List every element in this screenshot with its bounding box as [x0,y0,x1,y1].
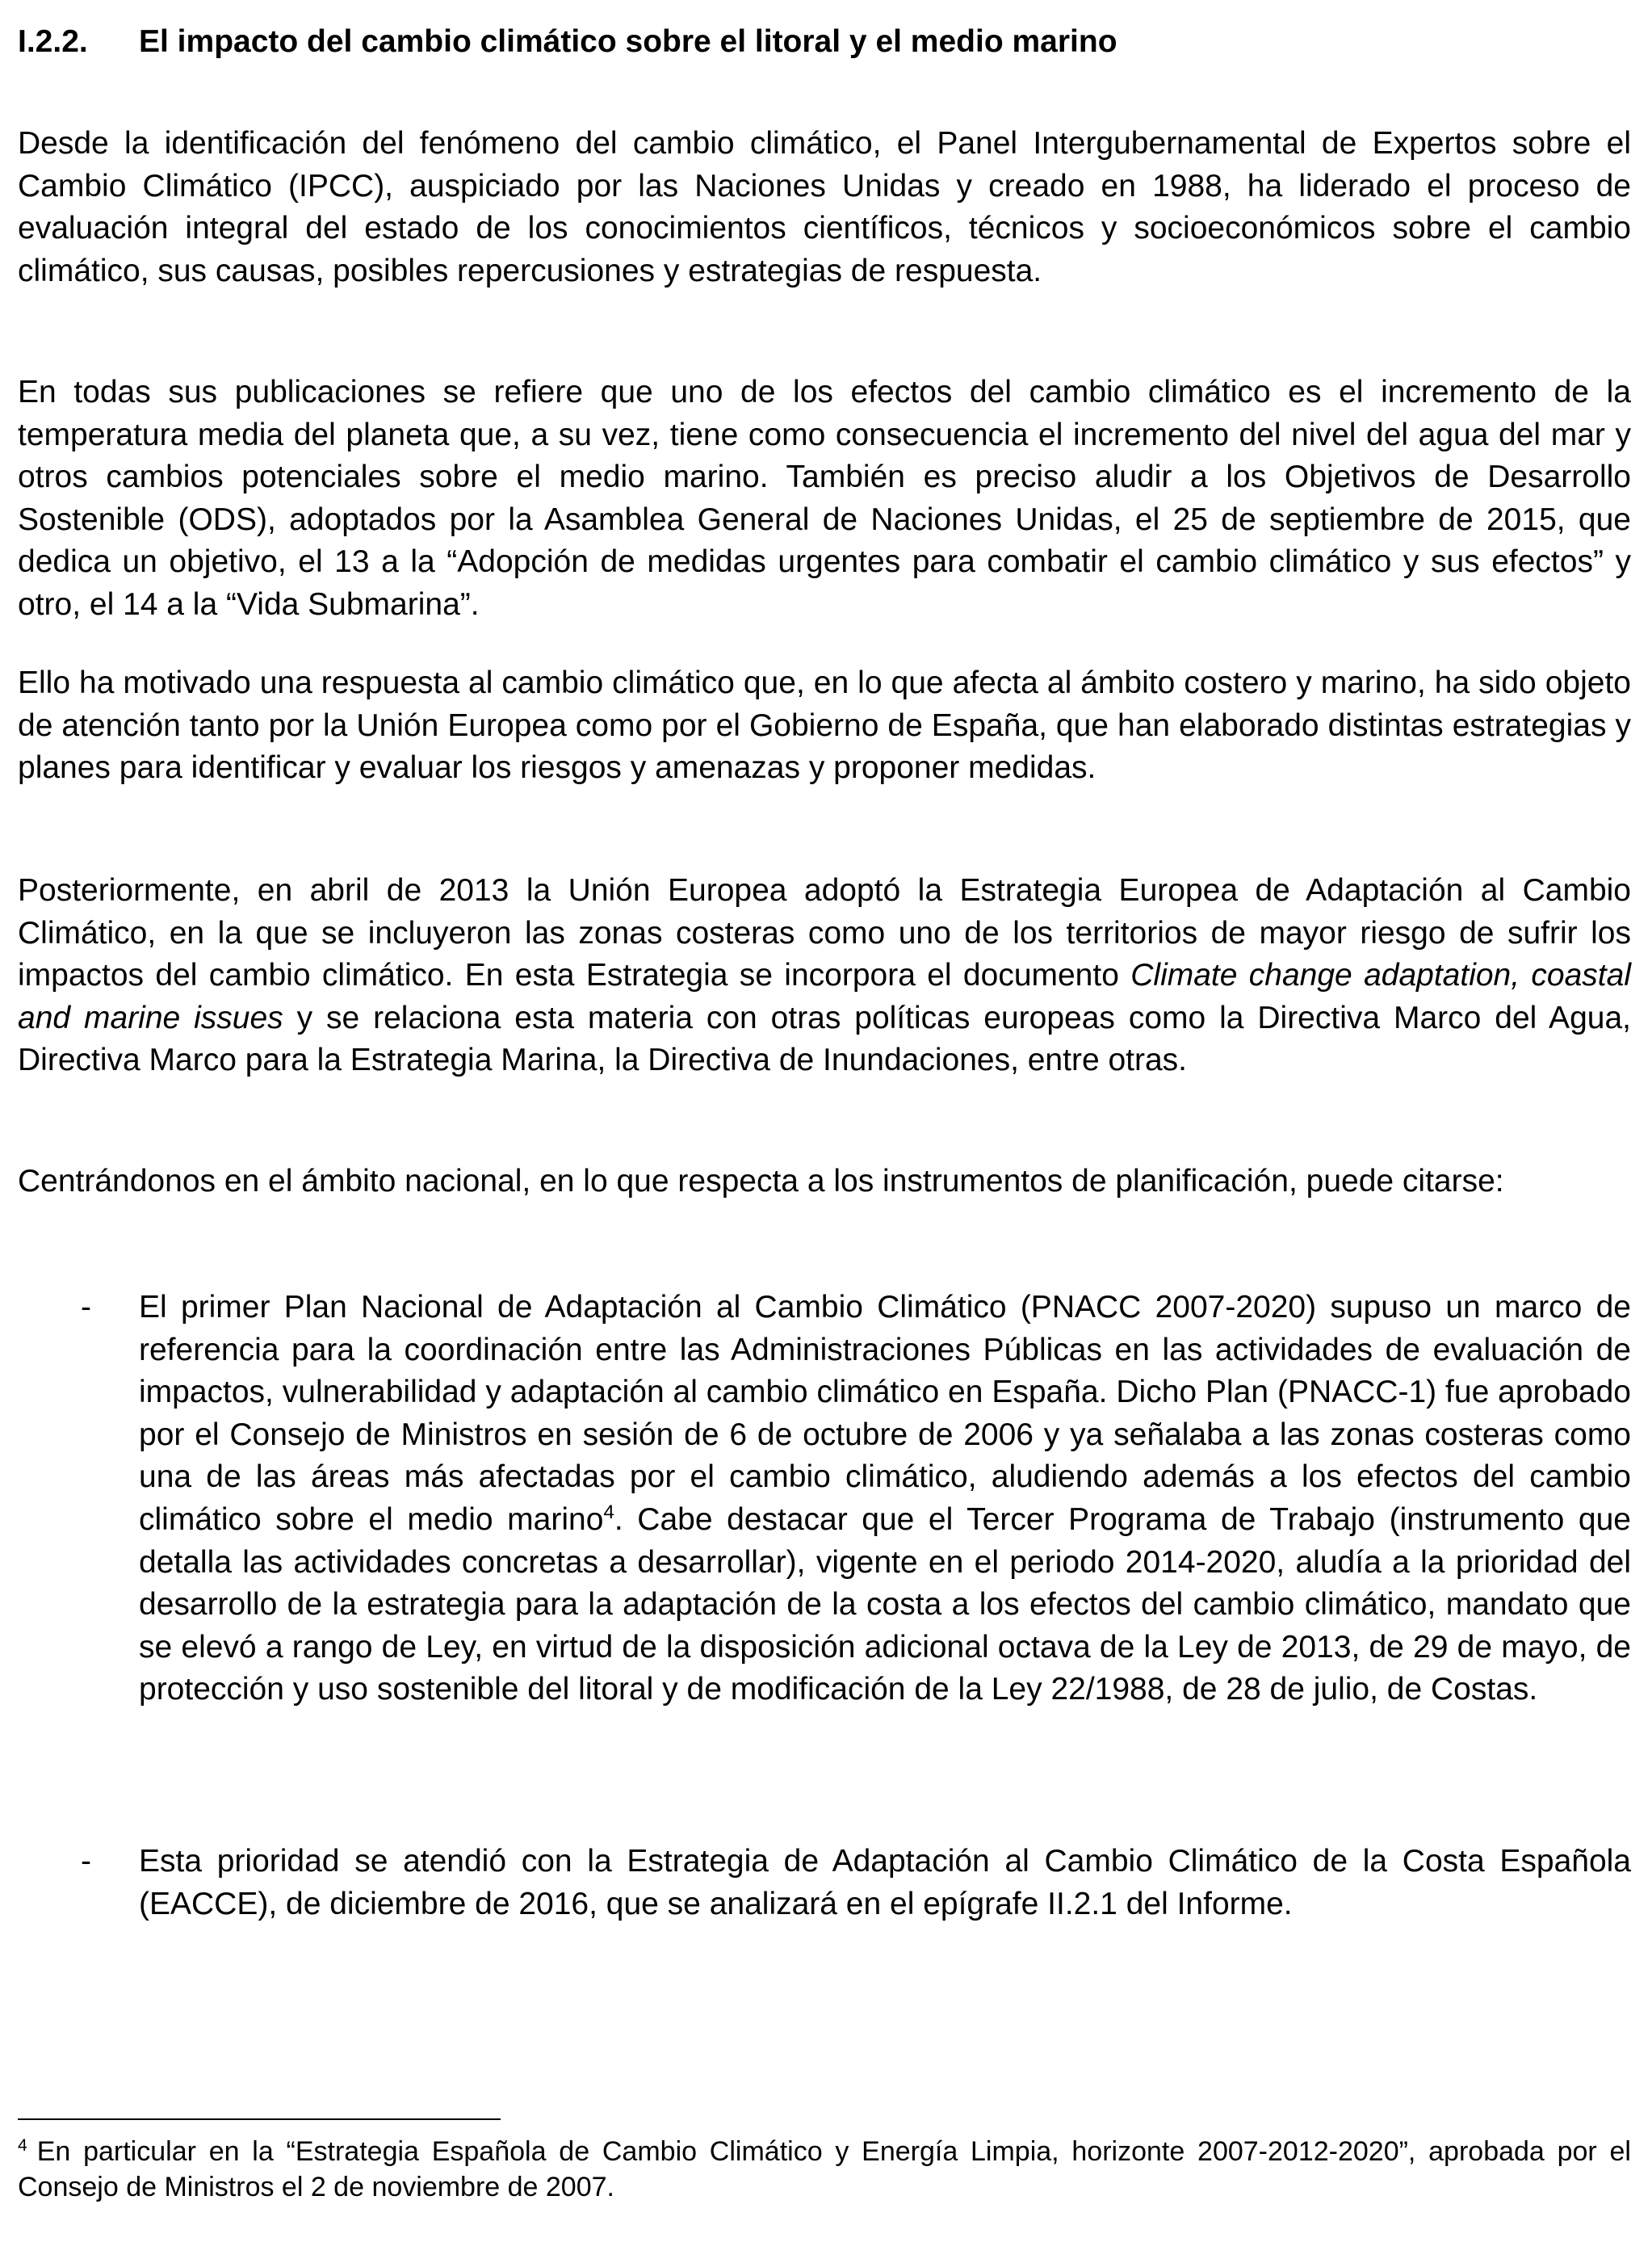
document-title-italic: Climate change adaptation, coastal and marine issues [18,958,1631,1035]
paragraph-publications: En todas sus publicaciones se refiere que uno de los efectos del cambio climático es el incremento de la temperatura media del planeta que, a su vez, tiene como consecuencia el incremento del nivel del agua del mar y otros cambios potenciales sobre el medio marino. También es preciso aludir a los Objetivos de Desarrollo Sostenible (ODS), adoptados por la Asamblea General de Naciones Unidas, el 25 de septiembre de 2015, que dedica un objetivo, el 13 a la “Adopción de medidas urgentes para combatir el cambio climático y sus efectos” y otro, el 14 a la “Vida Submarina”. [18,375,1631,622]
section-heading [18,21,1117,63]
list-bullet: - [81,1844,91,1879]
paragraph-eu-strategy [18,870,1631,1082]
list-item-pnacc-text-2: . Cabe destacar que el Tercer Programa de Trabajo (instrumento que detalla las actividades concretas a desarrollar), vigente en el periodo 2014-2020, aludía a la prioridad del desarrollo de la estrategia para la adaptación de la costa a los efectos del cambio climático, mandato que se elevó a rango de Ley, en virtud de la disposición adicional octava de la Ley de 2013, de 29 de mayo, de protección y uso sostenible del litoral y de modificación de la Ley 22/1988, de 28 de julio, de Costas. [139,1501,1631,1707]
section-title: El impacto del cambio climático sobre el litoral y el medio marino [139,24,1117,59]
list-item-eacce [18,1841,1631,1929]
footnote-reference[interactable]: 4 [603,1501,614,1523]
paragraph-ipcc: Desde la identificación del fenómeno del cambio climático, el Panel Intergubernamental de Expertos sobre el Cambio Climático (IPCC), auspiciado por las Naciones Unidas y creado en 1988, ha liderado el proceso de evaluación integral del estado de los conocimientos científicos, técnicos y socioeconómicos sobre el cambio climático, sus causas, posibles repercusiones y estrategias de respuesta. [18,126,1631,288]
section-number: I.2.2. [18,24,88,59]
list-item-pnacc-text [139,1287,1631,1711]
paragraph-national: Centrándonos en el ámbito nacional, en lo que respecta a los instrumentos de planificación, puede citarse: [18,1164,1504,1199]
list-item-pnacc [18,1287,1631,1803]
list-bullet: - [81,1290,91,1325]
footnote-text: En particular en la “Estrategia Española de Cambio Climático y Energía Limpia, horizonte 2007-2012-2020”, aprobada por el Consejo de Ministros el 2 de noviembre de 2007. [18,2136,1631,2202]
paragraph-eu-strategy-text-2: y se relaciona esta materia con otras políticas europeas como la Directiva Marco del Agua, Directiva Marco para la Estrategia Marina, la Directiva de Inundaciones, entre otras. [18,1000,1631,1078]
paragraph-eu-strategy-text-1: Posteriormente, en abril de 2013 la Unión Europea adoptó la Estrategia Europea de Adaptación al Cambio Climático, en la que se incluyeron las zonas costeras como uno de los territorios de mayor riesgo de sufrir los impactos del cambio climático. En esta Estrategia se incorpora el documento [18,873,1631,993]
list-item-pnacc-text-1: El primer Plan Nacional de Adaptación al Cambio Climático (PNACC 2007-2020) supuso un marco de referencia para la coordinación entre las Administraciones Públicas en las actividades de evaluación de impactos, vulnerabilidad y adaptación al cambio climático en España. Dicho Plan (PNACC-1) fue aprobado por el Consejo de Ministros en sesión de 6 de octubre de 2006 y ya señalaba a las zonas costeras como una de las áreas más afectadas por el cambio climático, aludiendo además a los efectos del cambio climático sobre el medio marino [139,1290,1631,1537]
paragraph-response: Ello ha motivado una respuesta al cambio climático que, en lo que afecta al ámbito costero y marino, ha sido objeto de atención tanto por la Unión Europea como por el Gobierno de España, que han elaborado distintas estrategias y planes para identificar y evaluar los riesgos y amenazas y proponer medidas. [18,665,1631,786]
list-item-eacce-text: Esta prioridad se atendió con la Estrategia de Adaptación al Cambio Climático de la Costa Española (EACCE), de diciembre de 2016, que se analizará en el epígrafe II.2.1 del Informe. [139,1844,1631,1921]
footnote-separator [18,2118,501,2120]
footnote: $^4$ En particular en la “Estrategia Española de Cambio Climático y Energía Limpia, horizonte 2007-2012-2020”, aprobada por el Consejo de Ministros el 2 de noviembre de 2007. [18,2135,1631,2202]
